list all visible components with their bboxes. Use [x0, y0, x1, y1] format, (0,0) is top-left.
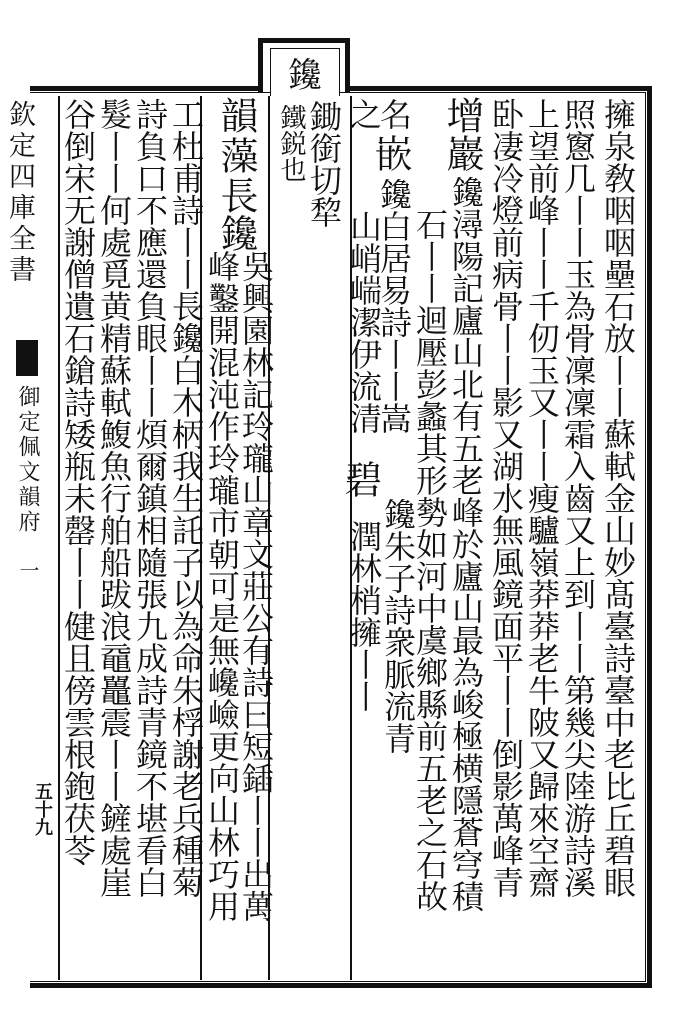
text-column: 潤林梢擁丨丨	[345, 520, 383, 712]
text-column: 擁泉敎咽咽壘石放丨丨蘇軾金山妙髙臺詩臺中老比丘碧眼	[599, 98, 637, 898]
margin-section-mark: 一	[16, 560, 40, 580]
text-column: 鑱朱子詩衆脈流青	[379, 498, 417, 754]
rhyme-header-char: 鑱	[288, 56, 322, 96]
text-column: 髮丨丨何處覓黄精蘇軾鰒魚行舶船跋浪黿鼉震丨丨鏟處崖	[95, 98, 133, 898]
text-column: 谷倒宋无謝僧遺石鎗詩矮瓶未罄丨丨健且傍雲根鉋茯苓	[59, 98, 97, 866]
headword: 巖	[440, 134, 484, 172]
text-column: 卧凄冷燈前病骨丨丨影又湖水無風鏡面平丨丨倒影萬峰青	[487, 98, 525, 898]
text-column: 上望前峰丨丨千仞玉又丨丨瘦驢嶺莽莽老牛陂又歸來空齋	[523, 98, 561, 898]
text-column: 石丨丨迴壓彭蠡其形勢如河中虞鄉縣前五老之石故	[411, 208, 449, 912]
margin-folio-number: 五十九	[32, 782, 53, 836]
text-column: 鑱潯陽記廬山北有五老峰於廬山最為峻極横隱蒼穹積	[447, 176, 485, 912]
text-column: 詩負口不應還負眼丨丨煩爾鎮相隨張九成詩青鏡不堪看白	[131, 98, 169, 898]
margin-fishtail-mark	[16, 340, 38, 376]
text-column: 照窻几丨丨玉為骨凜凜霜入齒又上到丨丨第幾尖陸游詩溪	[559, 98, 597, 898]
text-column: 名	[375, 98, 413, 130]
headword: 長鑱	[214, 176, 258, 252]
text-column: 之	[345, 98, 383, 130]
text-column: 工杜甫詩丨丨長鑱白木柄我生託子以為命朱桴謝老兵種菊	[167, 98, 205, 898]
margin-volume-title: 御定佩文韻府	[15, 385, 40, 535]
text-column: 峰鑿開混沌作玲瓏市朝可是無巉嶮更向山林巧用	[203, 250, 241, 922]
headword: 增	[440, 96, 484, 134]
text-column: 山峭㟨潔伊流清	[345, 210, 383, 434]
section-title: 藻	[214, 136, 258, 174]
text-column: 吳興園林記玲瓏山章文莊公有詩曰短鍤丨丨出萬	[237, 250, 275, 922]
section-title: 韻	[214, 96, 258, 134]
definition-note: 鐵鋭也	[276, 104, 306, 182]
pronunciation-note: 鋤銜切犂	[305, 100, 343, 228]
headword: 嵌	[368, 134, 412, 172]
margin-book-title: 欽定四庫全書	[4, 100, 35, 286]
headword: 碧	[338, 460, 382, 498]
text-column: 鑱白居易詩丨丨嵩	[375, 178, 413, 434]
